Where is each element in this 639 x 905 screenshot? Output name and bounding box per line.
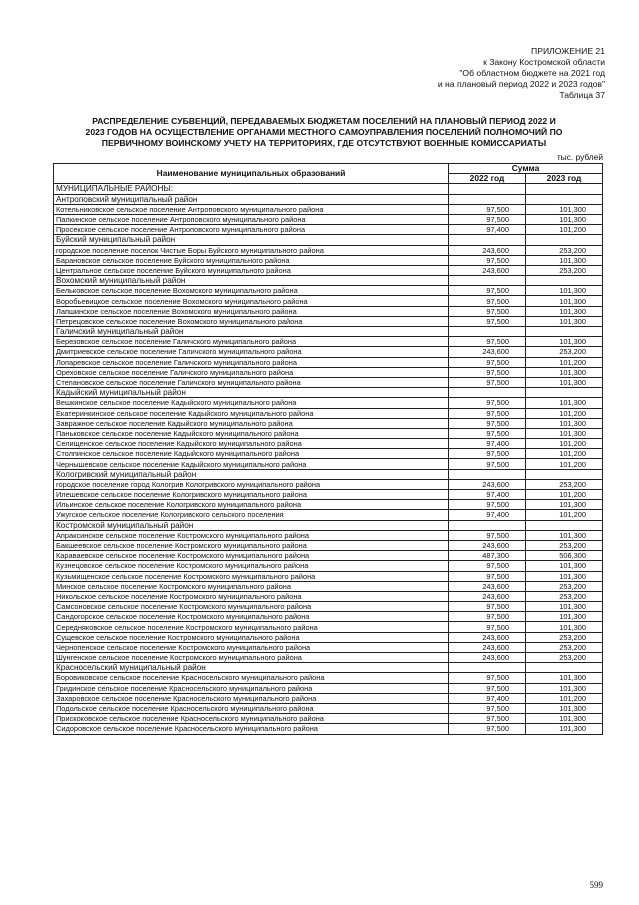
value-2023-cell: 101,300 xyxy=(526,602,603,612)
title-line: 2023 ГОДОВ НА ОСУЩЕСТВЛЕНИЕ ОРГАНАМИ МЕСТНОГО САМОУПРАВЛЕНИЯ ПОСЕЛЕНИЙ ПОЛНОМОЧИЙ ПО xyxy=(85,127,563,137)
value-2023-cell: 101,300 xyxy=(526,306,603,316)
value-2023-cell: 101,300 xyxy=(526,714,603,724)
table-row xyxy=(54,296,603,306)
settlement-name-cell: Центральное сельское поселение Буйского муниципального района xyxy=(54,265,449,275)
value-2023-cell: 101,200 xyxy=(526,225,603,235)
settlement-name-cell: Минское сельское поселение Костромского муниципального района xyxy=(54,581,449,591)
value-2022-cell: 97,500 xyxy=(449,602,526,612)
settlement-name-cell: Палкинское сельское поселение Антроповского муниципального района xyxy=(54,214,449,224)
settlement-name-cell: Екатеринкинское сельское поселение Кадыйского муниципального района xyxy=(54,408,449,418)
value-2023-cell: 101,300 xyxy=(526,255,603,265)
settlement-name-cell: Котельниковское сельское поселение Антроповского муниципального района xyxy=(54,204,449,214)
value-2023-cell: 253,200 xyxy=(526,265,603,275)
value-2023-cell: 253,200 xyxy=(526,632,603,642)
settlement-name-cell: Бакшеевское сельское поселение Костромского муниципального района xyxy=(54,540,449,550)
appendix-line: и на плановый период 2022 и 2023 годов" xyxy=(437,79,605,89)
value-2023-cell xyxy=(526,235,603,245)
value-2023-cell: 101,300 xyxy=(526,337,603,347)
value-2022-cell xyxy=(449,327,526,337)
value-2022-cell xyxy=(449,184,526,194)
table-row xyxy=(54,316,603,326)
value-2023-cell: 101,200 xyxy=(526,439,603,449)
value-2023-cell: 101,300 xyxy=(526,418,603,428)
units-label: тыс. рублей xyxy=(556,152,603,162)
group-row xyxy=(54,194,603,204)
value-2023-cell: 253,200 xyxy=(526,245,603,255)
value-2022-cell: 97,500 xyxy=(449,612,526,622)
table-header-row xyxy=(54,164,603,174)
table-row xyxy=(54,714,603,724)
table-row xyxy=(54,724,603,734)
group-row xyxy=(54,520,603,530)
value-2022-cell: 97,500 xyxy=(449,316,526,326)
table-row xyxy=(54,479,603,489)
value-2022-cell: 97,500 xyxy=(449,296,526,306)
value-2022-cell: 97,500 xyxy=(449,408,526,418)
settlement-name-cell: Караваевское сельское поселение Костромского муниципального района xyxy=(54,551,449,561)
settlement-name-cell: Никольское сельское поселение Костромского муниципального района xyxy=(54,591,449,601)
appendix-line: Таблица 37 xyxy=(559,90,605,100)
table-row xyxy=(54,571,603,581)
value-2023-cell: 101,300 xyxy=(526,204,603,214)
settlement-name-cell: Завражное сельское поселение Кадыйского муниципального района xyxy=(54,418,449,428)
settlement-name-cell: Самсоновское сельское поселение Костромского муниципального района xyxy=(54,602,449,612)
value-2022-cell: 97,400 xyxy=(449,490,526,500)
table-row xyxy=(54,255,603,265)
value-2023-cell: 253,200 xyxy=(526,540,603,550)
value-2022-cell: 97,500 xyxy=(449,449,526,459)
value-2023-cell xyxy=(526,194,603,204)
value-2023-cell: 253,200 xyxy=(526,653,603,663)
table-row xyxy=(54,428,603,438)
value-2022-cell: 97,500 xyxy=(449,724,526,734)
settlement-name-cell: Степановское сельское поселение Галичского муниципального района xyxy=(54,377,449,387)
table-row xyxy=(54,693,603,703)
table-row xyxy=(54,439,603,449)
value-2022-cell: 97,500 xyxy=(449,703,526,713)
settlement-name-cell: Сандогорское сельское поселение Костромского муниципального района xyxy=(54,612,449,622)
value-2023-cell: 101,200 xyxy=(526,459,603,469)
settlement-name-cell: Ильинское сельское поселение Кологривского муниципального района xyxy=(54,500,449,510)
value-2023-cell: 101,300 xyxy=(526,561,603,571)
value-2022-cell xyxy=(449,520,526,530)
value-2023-cell: 506,300 xyxy=(526,551,603,561)
table-row xyxy=(54,683,603,693)
settlement-name-cell: Лопаревское сельское поселение Галичского муниципального района xyxy=(54,357,449,367)
value-2023-cell: 101,200 xyxy=(526,693,603,703)
group-name-cell: Кологривский муниципальный район xyxy=(54,469,449,479)
value-2023-cell: 101,200 xyxy=(526,510,603,520)
value-2022-cell: 243,600 xyxy=(449,265,526,275)
settlement-name-cell: Дмитриевское сельское поселение Галичского муниципального района xyxy=(54,347,449,357)
table-row xyxy=(54,653,603,663)
settlement-name-cell: Селищенское сельское поселение Кадыйского муниципального района xyxy=(54,439,449,449)
table-row xyxy=(54,602,603,612)
settlement-name-cell: Кузнецовское сельское поселение Костромского муниципального района xyxy=(54,561,449,571)
value-2022-cell: 243,600 xyxy=(449,245,526,255)
value-2023-cell: 101,300 xyxy=(526,683,603,693)
value-2022-cell: 243,600 xyxy=(449,591,526,601)
settlement-name-cell: Апраксинское сельское поселение Костромского муниципального района xyxy=(54,530,449,540)
value-2023-cell xyxy=(526,276,603,286)
group-row xyxy=(54,469,603,479)
settlement-name-cell: Захаровское сельское поселение Красносельского муниципального района xyxy=(54,693,449,703)
group-name-cell: Красносельский муниципальный район xyxy=(54,663,449,673)
settlement-name-cell: городское поселение город Кологрив Кологривского муниципального района xyxy=(54,479,449,489)
value-2023-cell xyxy=(526,469,603,479)
value-2023-cell xyxy=(526,663,603,673)
value-2023-cell: 253,200 xyxy=(526,581,603,591)
value-2022-cell xyxy=(449,388,526,398)
header-name: Наименование муниципальных образований xyxy=(54,164,449,184)
settlement-name-cell: Чернопенское сельское поселение Костромского муниципального района xyxy=(54,642,449,652)
value-2022-cell: 97,500 xyxy=(449,561,526,571)
value-2022-cell: 97,500 xyxy=(449,683,526,693)
value-2023-cell: 101,300 xyxy=(526,673,603,683)
value-2022-cell: 97,400 xyxy=(449,439,526,449)
title-line: ПЕРВИЧНОМУ ВОИНСКОМУ УЧЕТУ НА ТЕРРИТОРИЯХ, ГДЕ ОТСУТСТВУЮТ ВОЕННЫЕ КОМИССАРИАТЫ xyxy=(101,138,547,148)
value-2022-cell xyxy=(449,469,526,479)
value-2022-cell: 97,400 xyxy=(449,510,526,520)
settlement-name-cell: Ужугское сельское поселение Кологривского сельского поселения xyxy=(54,510,449,520)
value-2023-cell xyxy=(526,184,603,194)
table-row xyxy=(54,367,603,377)
value-2023-cell: 253,200 xyxy=(526,347,603,357)
table-row xyxy=(54,642,603,652)
table-row xyxy=(54,245,603,255)
value-2022-cell: 97,500 xyxy=(449,398,526,408)
value-2023-cell: 253,200 xyxy=(526,591,603,601)
group-row xyxy=(54,663,603,673)
table-row xyxy=(54,530,603,540)
group-row xyxy=(54,388,603,398)
settlement-name-cell: Подольское сельское поселение Красносельского муниципального района xyxy=(54,703,449,713)
table-row xyxy=(54,540,603,550)
value-2022-cell xyxy=(449,235,526,245)
value-2022-cell: 97,500 xyxy=(449,418,526,428)
page-number: 599 xyxy=(589,880,603,890)
value-2022-cell: 97,500 xyxy=(449,357,526,367)
table-row xyxy=(54,337,603,347)
table-row xyxy=(54,214,603,224)
value-2022-cell: 97,400 xyxy=(449,225,526,235)
value-2022-cell: 97,500 xyxy=(449,286,526,296)
value-2022-cell: 97,500 xyxy=(449,500,526,510)
value-2022-cell xyxy=(449,194,526,204)
value-2022-cell: 97,500 xyxy=(449,530,526,540)
value-2023-cell: 101,300 xyxy=(526,622,603,632)
settlement-name-cell: Середняковское сельское поселение Костромского муниципального района xyxy=(54,622,449,632)
header-2022: 2022 год xyxy=(449,174,526,184)
value-2022-cell: 97,400 xyxy=(449,693,526,703)
appendix-line: к Закону Костромской области xyxy=(483,57,605,67)
value-2023-cell: 101,300 xyxy=(526,724,603,734)
value-2023-cell: 101,300 xyxy=(526,296,603,306)
value-2023-cell: 253,200 xyxy=(526,479,603,489)
value-2022-cell: 243,600 xyxy=(449,540,526,550)
group-row xyxy=(54,184,603,194)
value-2022-cell: 97,500 xyxy=(449,673,526,683)
table-row xyxy=(54,551,603,561)
value-2022-cell: 97,500 xyxy=(449,571,526,581)
value-2022-cell: 97,500 xyxy=(449,306,526,316)
settlement-name-cell: Барановское сельское поселение Буйского муниципального района xyxy=(54,255,449,265)
value-2023-cell: 101,300 xyxy=(526,286,603,296)
table-row xyxy=(54,561,603,571)
value-2022-cell xyxy=(449,663,526,673)
settlement-name-cell: Боровиковское сельское поселение Красносельского муниципального района xyxy=(54,673,449,683)
settlement-name-cell: Березовское сельское поселение Галичского муниципального района xyxy=(54,337,449,347)
value-2023-cell: 101,200 xyxy=(526,408,603,418)
value-2022-cell: 243,600 xyxy=(449,642,526,652)
value-2022-cell: 243,600 xyxy=(449,632,526,642)
title-line: РАСПРЕДЕЛЕНИЕ СУБВЕНЦИЙ, ПЕРЕДАВАЕМЫХ БЮДЖЕТАМ ПОСЕЛЕНИЙ НА ПЛАНОВЫЙ ПЕРИОД 2022 И xyxy=(92,116,556,126)
settlement-name-cell: Кузьмищенское сельское поселение Костромского муниципального района xyxy=(54,571,449,581)
table-row xyxy=(54,449,603,459)
group-row xyxy=(54,235,603,245)
value-2023-cell: 101,300 xyxy=(526,398,603,408)
value-2022-cell: 97,500 xyxy=(449,367,526,377)
document-title xyxy=(44,116,604,149)
value-2023-cell: 101,200 xyxy=(526,449,603,459)
group-name-cell: Буйский муниципальный район xyxy=(54,235,449,245)
value-2022-cell: 243,600 xyxy=(449,581,526,591)
settlement-name-cell: Паньковское сельское поселение Кадыйского муниципального района xyxy=(54,428,449,438)
settlement-name-cell: Илешевское сельское поселение Кологривского муниципального района xyxy=(54,490,449,500)
table-row xyxy=(54,612,603,622)
settlement-name-cell: Сущевское сельское поселение Костромского муниципального района xyxy=(54,632,449,642)
value-2022-cell: 97,500 xyxy=(449,714,526,724)
table-row xyxy=(54,306,603,316)
value-2023-cell: 253,200 xyxy=(526,642,603,652)
value-2023-cell: 101,300 xyxy=(526,500,603,510)
table-row xyxy=(54,459,603,469)
value-2022-cell xyxy=(449,276,526,286)
appendix-line: "Об областном бюджете на 2021 год xyxy=(459,68,605,78)
subvention-table xyxy=(53,163,603,735)
value-2023-cell: 101,300 xyxy=(526,612,603,622)
table-row xyxy=(54,673,603,683)
group-name-cell: Вохомский муниципальный район xyxy=(54,276,449,286)
value-2023-cell: 101,300 xyxy=(526,214,603,224)
value-2022-cell: 97,500 xyxy=(449,337,526,347)
table-row xyxy=(54,377,603,387)
value-2023-cell: 101,300 xyxy=(526,530,603,540)
group-name-cell: Кадыйский муниципальный район xyxy=(54,388,449,398)
settlement-name-cell: Чернышевское сельское поселение Кадыйского муниципального района xyxy=(54,459,449,469)
table-row xyxy=(54,418,603,428)
value-2023-cell: 101,200 xyxy=(526,357,603,367)
value-2022-cell: 243,600 xyxy=(449,479,526,489)
value-2022-cell: 243,600 xyxy=(449,347,526,357)
value-2022-cell: 487,300 xyxy=(449,551,526,561)
table-row xyxy=(54,357,603,367)
appendix-line: ПРИЛОЖЕНИЕ 21 xyxy=(531,46,605,56)
group-row xyxy=(54,327,603,337)
settlement-name-cell: Ореховское сельское поселение Галичского муниципального района xyxy=(54,367,449,377)
table-row xyxy=(54,408,603,418)
value-2022-cell: 97,500 xyxy=(449,255,526,265)
value-2023-cell: 101,300 xyxy=(526,316,603,326)
group-name-cell: Костромской муниципальный район xyxy=(54,520,449,530)
table-row xyxy=(54,622,603,632)
table-row xyxy=(54,510,603,520)
settlement-name-cell: Просекское сельское поселение Антроповского муниципального района xyxy=(54,225,449,235)
group-name-cell: Галичский муниципальный район xyxy=(54,327,449,337)
value-2023-cell xyxy=(526,327,603,337)
settlement-name-cell: Прискоковское сельское поселение Красносельского муниципального района xyxy=(54,714,449,724)
table-row xyxy=(54,591,603,601)
value-2023-cell: 101,300 xyxy=(526,571,603,581)
table-row xyxy=(54,347,603,357)
value-2022-cell: 97,500 xyxy=(449,204,526,214)
settlement-name-cell: городское поселение поселок Чистые Боры Буйского муниципального района xyxy=(54,245,449,255)
settlement-name-cell: Бельковское сельское поселение Вохомского муниципального района xyxy=(54,286,449,296)
group-name-cell: Антроповский муниципальный район xyxy=(54,194,449,204)
value-2023-cell xyxy=(526,520,603,530)
value-2022-cell: 97,500 xyxy=(449,377,526,387)
table-row xyxy=(54,225,603,235)
settlement-name-cell: Вешкинское сельское поселение Кадыйского муниципального района xyxy=(54,398,449,408)
settlement-name-cell: Гридинское сельское поселение Красносельского муниципального района xyxy=(54,683,449,693)
header-sum: Сумма xyxy=(449,164,603,174)
appendix-header xyxy=(438,46,605,101)
table-row xyxy=(54,632,603,642)
value-2022-cell: 97,500 xyxy=(449,459,526,469)
value-2023-cell: 101,300 xyxy=(526,377,603,387)
settlement-name-cell: Столпинское сельское поселение Кадыйского муниципального района xyxy=(54,449,449,459)
settlement-name-cell: Петрецовское сельское поселение Вохомского муниципального района xyxy=(54,316,449,326)
value-2023-cell: 101,300 xyxy=(526,703,603,713)
value-2022-cell: 243,600 xyxy=(449,653,526,663)
table-row xyxy=(54,703,603,713)
value-2023-cell xyxy=(526,388,603,398)
table-row xyxy=(54,286,603,296)
settlement-name-cell: Сидоровское сельское поселение Красносельского муниципального района xyxy=(54,724,449,734)
value-2022-cell: 97,500 xyxy=(449,214,526,224)
value-2023-cell: 101,300 xyxy=(526,367,603,377)
group-row xyxy=(54,276,603,286)
table-row xyxy=(54,265,603,275)
header-2023: 2023 год xyxy=(526,174,603,184)
value-2022-cell: 97,500 xyxy=(449,428,526,438)
table-row xyxy=(54,398,603,408)
group-name-cell: МУНИЦИПАЛЬНЫЕ РАЙОНЫ: xyxy=(54,184,449,194)
settlement-name-cell: Шунгенское сельское поселение Костромского муниципального района xyxy=(54,653,449,663)
table-row xyxy=(54,490,603,500)
settlement-name-cell: Лапшинское сельское поселение Вохомского муниципального района xyxy=(54,306,449,316)
table-row xyxy=(54,204,603,214)
value-2023-cell: 101,200 xyxy=(526,490,603,500)
value-2022-cell: 97,500 xyxy=(449,622,526,632)
table-row xyxy=(54,500,603,510)
value-2023-cell: 101,300 xyxy=(526,428,603,438)
table-body xyxy=(54,184,603,734)
settlement-name-cell: Воробьевицкое сельское поселение Вохомского муниципального района xyxy=(54,296,449,306)
table-row xyxy=(54,581,603,591)
